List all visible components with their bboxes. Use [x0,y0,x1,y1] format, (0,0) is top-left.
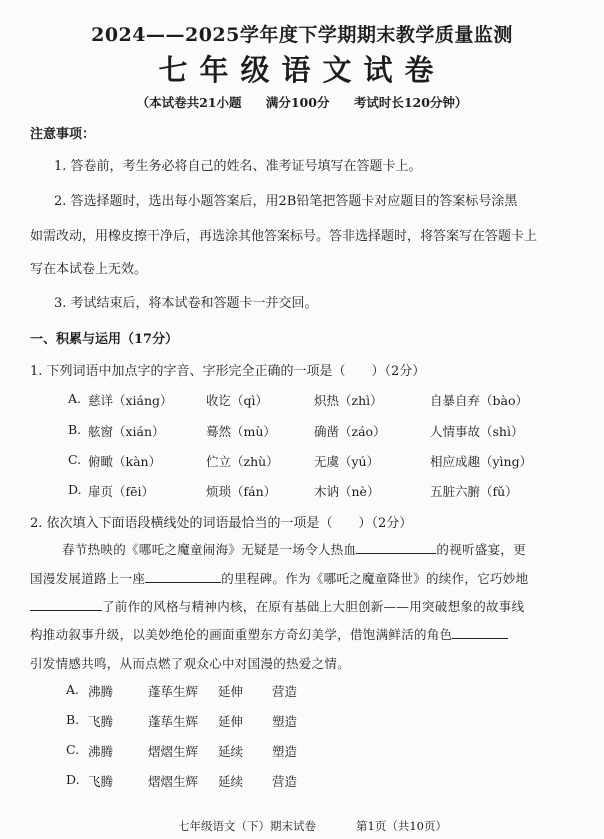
passage-text: 国漫发展道路上一座 [30,571,146,586]
notice-item-2-line3: 写在本试卷上无效。 [30,262,148,277]
fill-blank-4 [452,626,508,639]
exam-title-line1: 2024——2025学年度下学期期末教学质量监测 [91,24,513,46]
q2-passage-line2 [30,569,602,587]
option-word: 伫立（zhù） [206,454,279,469]
option-word: 五脏六腑（fǔ） [430,484,518,499]
option-word: 烦琐（fán） [206,484,277,499]
passage-text: 了前作的风格与精神内核，在原有基础上大胆创新——用突破想象的故事线 [102,599,525,614]
subtitle-part: 考试时长120分钟） [353,95,468,110]
q1-option-d [68,482,588,502]
option-word: 沸腾 [88,684,114,699]
option-word: 舷窗（xián） [88,424,165,439]
option-letter: C. [66,742,80,757]
notice-item-3: 3. 考试结束后，将本试卷和答题卡一并交回。 [54,296,318,311]
option-word: 塑造 [272,744,298,759]
option-word: 延续 [218,744,244,759]
subtitle-part: 满分100分 [265,95,330,110]
q1-option-c [68,452,588,472]
notice-item-1: 1. 答卷前，考生务必将自己的姓名、准考证号填写在答题卡上。 [54,159,422,174]
notice-heading: 注意事项： [30,127,96,142]
notice-item-2-line1: 2. 答选择题时，选出每小题答案后，用2B铅笔把答题卡对应题目的答案标号涂黑 [54,194,518,209]
q2-option-d [66,772,386,792]
option-word: 熠熠生辉 [148,744,199,759]
notice-item-2-line2: 如需改动，用橡皮擦干净后，再选涂其他答案标号。答非选择题时，将答案写在答题卡上 [30,229,538,244]
q1-option-b [68,422,588,442]
option-word: 相应成趣（yìng） [430,454,533,469]
option-word: 俯瞰（kàn） [88,454,162,469]
option-word: 无虞（yú） [314,454,380,469]
option-word: 蓦然（mù） [206,424,276,439]
option-word: 塑造 [272,714,298,729]
option-word: 熠熠生辉 [148,774,199,789]
option-word: 自暴自弃（bào） [430,393,528,408]
q2-passage-line4 [30,625,602,643]
option-word: 飞腾 [88,714,114,729]
passage-text: 的里程碑。作为《哪吒之魔童降世》的续作，它巧妙地 [221,571,529,586]
footer-page-number: 第1页（共10页） [356,819,447,833]
option-word: 延伸 [218,714,244,729]
option-word: 收讫（qì） [206,393,268,408]
option-letter: A. [68,391,82,406]
passage-text: 构推动叙事升级，以美妙绝伦的画面重塑东方奇幻美学，借饱满鲜活的角色 [30,627,453,642]
option-letter: D. [68,482,82,497]
option-word: 蓬荜生辉 [148,714,199,729]
exam-subtitle [0,93,604,111]
passage-text: 的视听盛宴，更 [436,542,527,557]
option-word: 延伸 [218,684,244,699]
q2-passage-line5: 引发情感共鸣，从而点燃了观众心中对国漫的热爱之情。 [30,656,351,671]
option-word: 延续 [218,774,244,789]
option-word: 人情事故（shì） [430,424,524,439]
option-letter: A. [66,682,80,697]
option-letter: C. [68,452,82,467]
option-word: 扉页（fēi） [88,484,155,499]
fill-blank-3 [30,598,102,611]
subtitle-part: （本试卷共21小题 [136,95,242,110]
q1-stem: 1. 下列词语中加点字的字音、字形完全正确的一项是（ ）（2分） [30,364,426,379]
q2-option-b [66,712,386,732]
option-word: 沸腾 [88,744,114,759]
fill-blank-1 [356,541,436,554]
option-letter: B. [68,422,82,437]
passage-text: 春节热映的《哪吒之魔童闹海》无疑是一场令人热血 [62,542,357,557]
q2-passage-line1 [62,540,602,558]
q2-stem: 2. 依次填入下面语段横线处的词语最恰当的一项是（ ）（2分） [30,516,413,531]
option-word: 确凿（záo） [314,424,386,439]
option-word: 炽热（zhì） [314,393,383,408]
footer-title: 七年级语文（下）期末试卷 [178,819,316,833]
option-letter: B. [66,712,80,727]
option-word: 蓬荜生辉 [148,684,199,699]
section-1-heading: 一、积累与运用（17分） [30,332,179,347]
q2-option-a [66,682,386,702]
q1-option-a [68,391,588,411]
exam-title-line2: 七年级语文试卷 [158,53,446,87]
q2-option-c [66,742,386,762]
option-word: 营造 [272,684,298,699]
q2-passage-line3 [30,597,602,615]
option-word: 慈详（xiáng） [88,393,173,408]
option-letter: D. [66,772,80,787]
option-word: 木讷（nè） [314,484,380,499]
fill-blank-2 [145,570,221,583]
option-word: 营造 [272,774,298,789]
option-word: 飞腾 [88,774,114,789]
